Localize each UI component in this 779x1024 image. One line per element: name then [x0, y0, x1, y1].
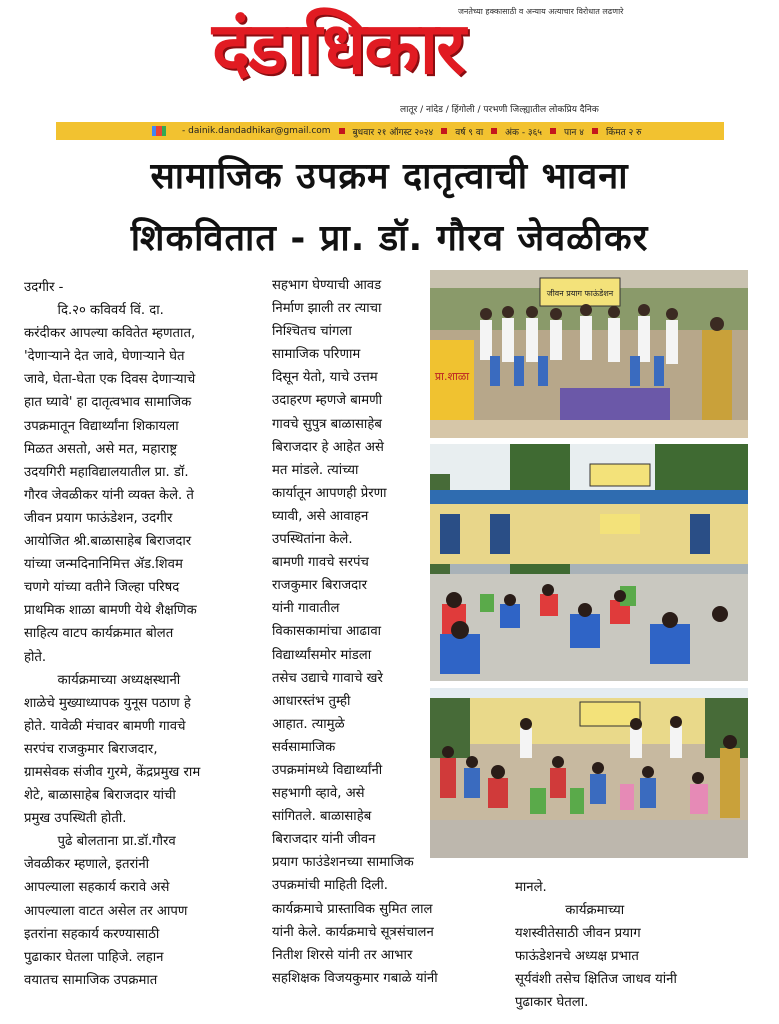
article-line: आपल्याला वाटत असेल तर आपण: [24, 903, 188, 919]
article-line: जेवळीकर म्हणाले, इतरांनी: [24, 857, 150, 873]
article-line: कार्यक्रमाच्या अध्यक्षस्थानी: [24, 672, 181, 688]
email-address: - dainik.dandadhikar@gmail.com: [182, 126, 331, 136]
article-column-1: [24, 276, 200, 992]
article-line: मत मांडले. त्यांच्या: [272, 462, 359, 478]
article-column-2: [272, 274, 438, 990]
article-line: दिसून येतो, याचे उत्तम: [272, 370, 378, 386]
article-line: विकासकामांचा आढावा: [272, 624, 382, 640]
article-line: यशस्वीतेसाठी जीवन प्रयाग: [515, 926, 641, 942]
article-line: यांनी केले. कार्यक्रमाचे सूत्रसंचालन: [272, 924, 434, 940]
article-line: कार्यक्रमाचे प्रास्ताविक सुमित लाल: [272, 901, 433, 917]
article-line: सहशिक्षक विजयकुमार गबाळे यांनी: [272, 970, 438, 986]
article-line: फाऊंडेशनचे अध्यक्ष प्रभात: [515, 949, 639, 965]
article-line: विद्यार्थ्यांसमोर मांडला: [272, 647, 372, 663]
article-line: सांगितले. बाळासाहेब: [272, 809, 372, 825]
article-line: बामणी गावचे सरपंच: [272, 555, 369, 571]
article-line: कार्यक्रमाच्या: [515, 903, 625, 919]
article-line: उपस्थितांना केले.: [272, 532, 353, 548]
issue-year: वर्ष ९ वा: [455, 127, 484, 138]
separator-square: [339, 128, 345, 134]
article-line: पुढे बोलताना प्रा.डॉ.गौरव: [24, 834, 176, 850]
article-line: सरपंच राजकुमार बिराजदार,: [24, 741, 158, 757]
photo-children-group: [430, 688, 748, 858]
article-line: यांनी गावातील: [272, 601, 340, 617]
article-line: मिळत असतो, असे मत, महाराष्ट्र: [24, 441, 178, 457]
article-column-3: [515, 876, 677, 1015]
article-line: कार्यातून आपणही प्रेरणा: [272, 485, 387, 501]
article-line: शेटे, बाळासाहेब बिराजदार यांची: [24, 788, 176, 804]
article-line: गौरव जेवळीकर यांनी व्यक्त केले. ते: [24, 487, 194, 503]
price: किंमत २ रु: [605, 127, 642, 138]
article-line: जीवन प्रयाग फाऊंडेशन, उदगीर: [24, 510, 173, 526]
article-line: उपक्रमांची माहिती दिली.: [272, 878, 388, 894]
article-line: जावे, घेता-घेता एक दिवस देणाऱ्याचे: [24, 372, 196, 388]
article-line: पुढाकार घेतला पाहिजे. लहान: [24, 949, 164, 965]
separator-square: [550, 128, 556, 134]
article-line: इतरांना सहकार्य करण्यासाठी: [24, 926, 160, 942]
article-line: उदाहरण म्हणजे बामणी: [272, 393, 383, 409]
article-line: सर्वसामाजिक: [272, 739, 336, 755]
stage-group-illustration: [430, 270, 748, 438]
article-line: उपक्रमांमध्ये विद्यार्थ्यांनी: [272, 762, 383, 778]
photo-stage-group: [430, 270, 748, 438]
separator-square: [592, 128, 598, 134]
article-line: साहित्य वाटप कार्यक्रमात बोलत: [24, 626, 174, 642]
article-line: तसेच उद्याचे गावाचे खरे: [272, 670, 383, 686]
article-line: बिराजदार यांनी जीवन: [272, 832, 376, 848]
separator-square: [491, 128, 497, 134]
info-bar: [56, 122, 724, 140]
article-line: होते.: [24, 649, 47, 665]
photo-banner-text: जीवन प्रयाग फाऊंडेशन: [546, 289, 614, 298]
article-line: निर्माण झाली तर त्याचा: [272, 301, 382, 317]
article-line: उदयगिरी महाविद्यालयातील प्रा. डॉ.: [24, 464, 189, 480]
issue-number: अंक - ३६५: [505, 127, 542, 138]
article-line: आधारस्तंभ तुम्ही: [272, 693, 351, 709]
newspaper-logo: दंडाधिकार: [212, 6, 464, 90]
separator-square: [441, 128, 447, 134]
article-line: सहभागी व्हावे, असे: [272, 786, 365, 802]
article-line: प्रयाग फाउंडेशनच्या सामाजिक: [272, 855, 414, 871]
article-line: बिराजदार हे आहेत असे: [272, 439, 384, 455]
article-line: करंदीकर आपल्या कवितेत म्हणतात,: [24, 326, 196, 342]
article-line: आहात. त्यामुळे: [272, 716, 345, 732]
article-line: 'देणाऱ्याने देत जावे, घेणाऱ्याने घेत: [24, 349, 185, 365]
article-line: शाळेचे मुख्याध्यापक युनूस पठाण हे: [24, 695, 191, 711]
article-line: घ्यावी, असे आवाहन: [272, 508, 369, 524]
article-line: आयोजित श्री.बाळासाहेब बिराजदार: [24, 534, 192, 550]
masthead-editions: लातूर / नांदेड / हिंगोली / परभणी जिल्ह्यातील लोकप्रिय दैनिक: [400, 105, 599, 115]
article-line: उपक्रमातून विद्यार्थ्यांना शिकायला: [24, 418, 179, 434]
school-courtyard-illustration: [430, 444, 748, 681]
headline-line-2: शिकवितात - प्रा. डॉ. गौरव जेवळीकर: [130, 218, 649, 259]
photo-school-courtyard: [430, 444, 748, 681]
article-line: होते. यावेळी मंचावर बामणी गावचे: [24, 718, 186, 734]
article-line: मानले.: [515, 880, 547, 895]
page-count: पान ४: [563, 127, 584, 138]
article-line: सामाजिक परिणाम: [272, 347, 361, 363]
school-sign-text: प्रा.शाळा: [434, 370, 470, 383]
article-line: नितीश शिरसे यांनी तर आभार: [272, 947, 413, 963]
article-line: गावचे सुपुत्र बाळासाहेब: [272, 416, 382, 432]
article-line: हात घ्यावे' हा दातृत्वभाव सामाजिक: [24, 395, 192, 411]
issue-date: बुधवार २१ ऑगस्ट २०२४: [352, 127, 434, 138]
article-line: दि.२० कविवर्य विं. दा.: [24, 303, 164, 319]
article-line: चणगे यांच्या वतीने जिल्हा परिषद: [24, 580, 180, 596]
gmail-icon: [152, 126, 178, 136]
article-line: आपल्याला सहकार्य करावे असे: [24, 880, 170, 896]
article-line: उदगीर -: [24, 280, 64, 295]
masthead-tagline: जनतेच्या हक्कासाठी व अन्याय अत्याचार विरोधात लढणारे: [458, 7, 624, 16]
article-line: प्रमुख उपस्थिती होती.: [24, 811, 127, 827]
article-line: सूर्यवंशी तसेच क्षितिज जाधव यांनी: [515, 972, 677, 988]
article-line: प्राथमिक शाळा बामणी येथे शैक्षणिक: [24, 603, 197, 619]
article-line: पुढाकार घेतला.: [515, 995, 589, 1011]
article-line: यांच्या जन्मदिनानिमित्त ॲड.शिवम: [24, 557, 183, 573]
article-line: सहभाग घेण्याची आवड: [272, 278, 382, 293]
article-line: वयातच सामाजिक उपक्रमात: [24, 972, 158, 988]
article-line: निश्चितच चांगला: [272, 324, 352, 340]
masthead: [0, 0, 779, 120]
headline-line-1: सामाजिक उपक्रम दातृत्वाची भावना: [150, 156, 629, 197]
article-line: ग्रामसेवक संजीव गुरमे, केंद्रप्रमुख राम: [24, 764, 201, 780]
children-group-illustration: [430, 688, 748, 858]
article-line: राजकुमार बिराजदार: [272, 578, 367, 594]
